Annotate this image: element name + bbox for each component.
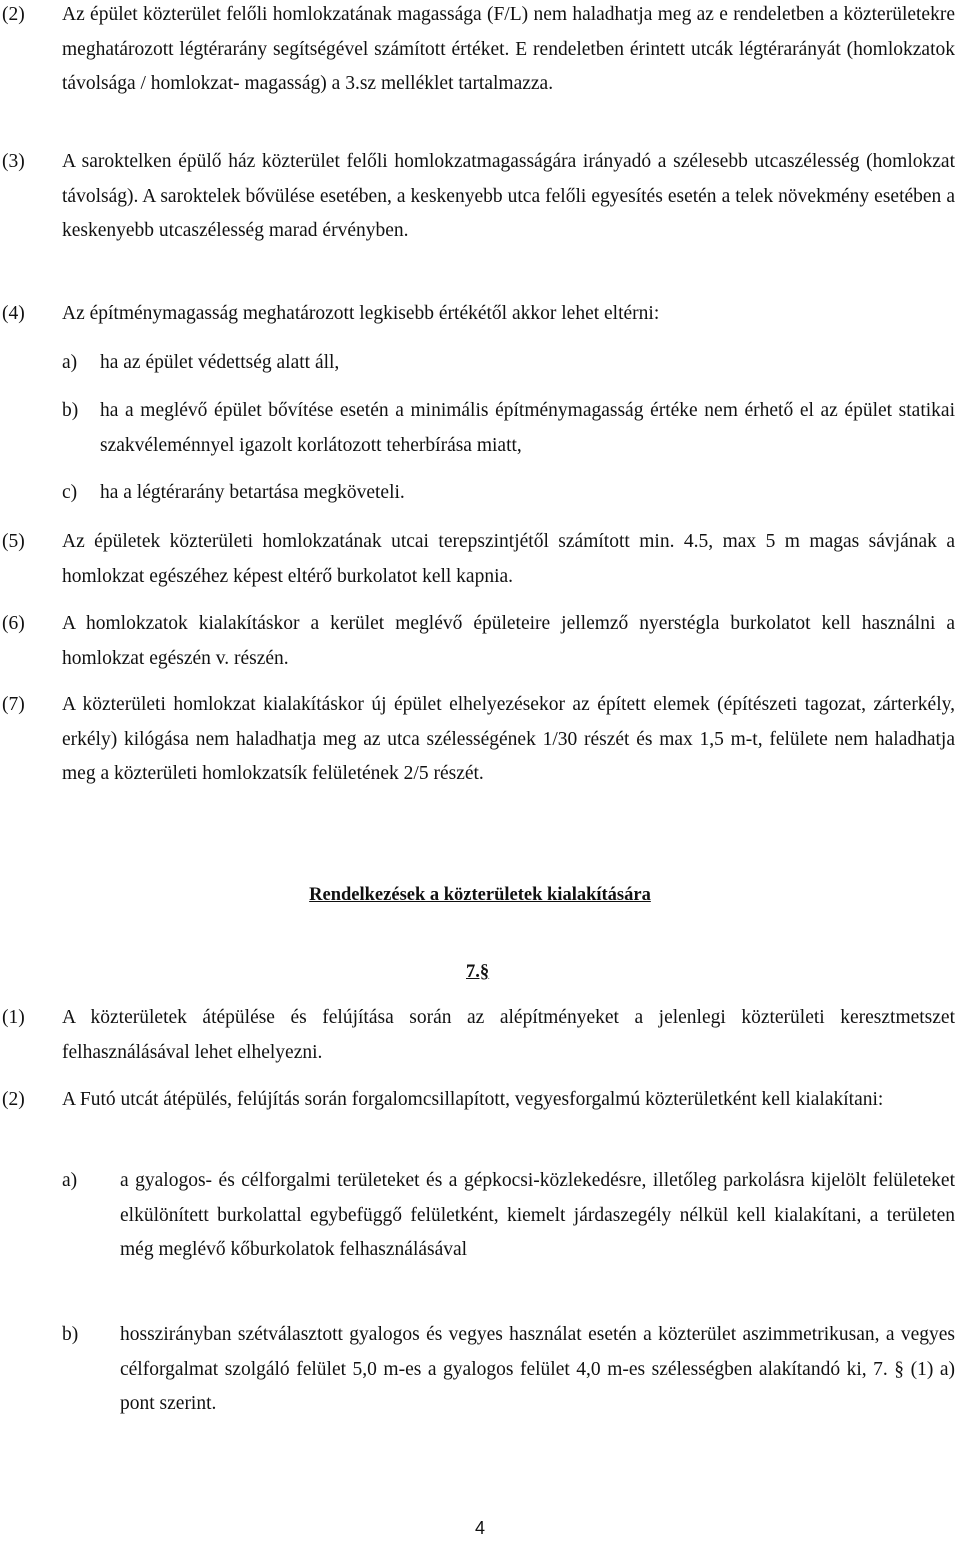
list-item-text: ha a légtérarány betartása megköveteli. xyxy=(100,482,405,503)
paragraph-number: (2) xyxy=(2,4,25,25)
paragraph-text: A homlokzatok kialakításkor a kerület meglévő épületeire jellemző nyerstégla burkolatot kell használni a homlokzat egészén v. részén. xyxy=(62,613,955,669)
paragraph-2 xyxy=(0,0,955,102)
paragraph-text: A saroktelken épülő ház közterület felőli homlokzatmagasságára irányadó a szélesebb utcaszélesség (homlokzat távolság). A saroktelek bővülése esetében, a keskenyebb utca felőli egyesítés esetén a telek növekmény esetében a keskenyebb utcaszélesség marad érvényben. xyxy=(62,151,955,241)
paragraph-7 xyxy=(0,688,955,792)
paragraph-3 xyxy=(0,145,955,249)
paragraph-number: (3) xyxy=(2,151,25,172)
paragraph-number: (7) xyxy=(2,694,25,715)
section-number: 7.§ xyxy=(466,962,490,982)
paragraph-number: (1) xyxy=(2,1007,25,1028)
list-item-label: c) xyxy=(62,482,78,503)
paragraph-number: (2) xyxy=(2,1089,25,1110)
page-number: 4 xyxy=(474,1518,485,1538)
paragraph-text: Az építménymagasság meghatározott legkisebb értékétől akkor lehet eltérni: xyxy=(62,303,660,324)
list-item-text: hosszirányban szétválasztott gyalogos és vegyes használat esetén a közterület aszimmetrikusan, a vegyes célforgalmat szolgáló felület 5,0 m-es a gyalogos felület 4,0 m-es szélességben alakítandó ki, 7. § (1) a) pont szerint. xyxy=(120,1324,955,1414)
paragraph-number: (5) xyxy=(2,531,25,552)
paragraph-text: Az épület közterület felőli homlokzatának magassága (F/L) nem haladhatja meg az e rendeletben a közterületekre meghatározott légtérarány segítségével számított értéket. E rendeletben érintett utcák légtérarányát (homlokzatok távolsága / homlokzat- magasság) a 3.sz melléklet tartalmazza. xyxy=(62,4,955,94)
list-item-text: ha a meglévő épület bővítése esetén a minimális építménymagasság értéke nem érhető el az épület statikai szakvéleménnyel igazolt korlátozott teherbírása miatt, xyxy=(100,400,955,456)
list-item xyxy=(62,1164,955,1268)
list-item xyxy=(62,1318,955,1422)
list-item xyxy=(62,346,955,381)
section-title xyxy=(0,878,960,913)
paragraph-number: (4) xyxy=(2,303,25,324)
list-item-text: a gyalogos- és célforgalmi területeket és a gépkocsi-közlekedésre, illetőleg parkolásra kijelölt felületeket elkülönített burkolattal egybefüggő felületként, kiemelt járdaszegély nélkül kell kialakítani, a területen még meglévő kőburkolatok felhasználásával xyxy=(120,1170,955,1260)
paragraph-text: A közterületi homlokzat kialakításkor új épület elhelyezésekor az épített elemek (építészeti tagozat, zárterkély, erkély) kilógása nem haladhatja meg az utca szélességének 1/30 részét és max 1,5 m-t, felülete nem haladhatja meg a közterületi homlokzatsík felületének 2/5 részét. xyxy=(62,694,955,784)
list-item-label: a) xyxy=(62,352,78,373)
paragraph-5 xyxy=(0,525,955,594)
paragraph-text: A közterületek átépülése és felújítása során az alépítményeket a jelenlegi közterületi keresztmetszet felhasználásával lehet elhelyezni. xyxy=(62,1007,955,1063)
list-item-text: ha az épület védettség alatt áll, xyxy=(100,352,340,373)
paragraph-6 xyxy=(0,607,955,676)
paragraph-number: (6) xyxy=(2,613,25,634)
section-title-text: Rendelkezések a közterületek kialakítására xyxy=(309,885,651,905)
paragraph-text: A Futó utcát átépülés, felújítás során forgalomcsillapított, vegyesforgalmú közterületként kell kialakítani: xyxy=(62,1089,884,1110)
paragraph-1 xyxy=(0,1001,955,1070)
list-item xyxy=(62,394,955,463)
paragraph-2 xyxy=(0,1083,955,1118)
list-item-label: b) xyxy=(62,400,79,421)
paragraph-4 xyxy=(0,297,955,332)
paragraph-text: Az épületek közterületi homlokzatának utcai terepszintjétől számított min. 4.5, max 5 m magas sávjának a homlokzat egészéhez képest eltérő burkolatot kell kapnia. xyxy=(62,531,955,587)
list-item-label: a) xyxy=(62,1170,78,1191)
list-item-label: b) xyxy=(62,1324,79,1345)
list-item xyxy=(62,476,955,511)
